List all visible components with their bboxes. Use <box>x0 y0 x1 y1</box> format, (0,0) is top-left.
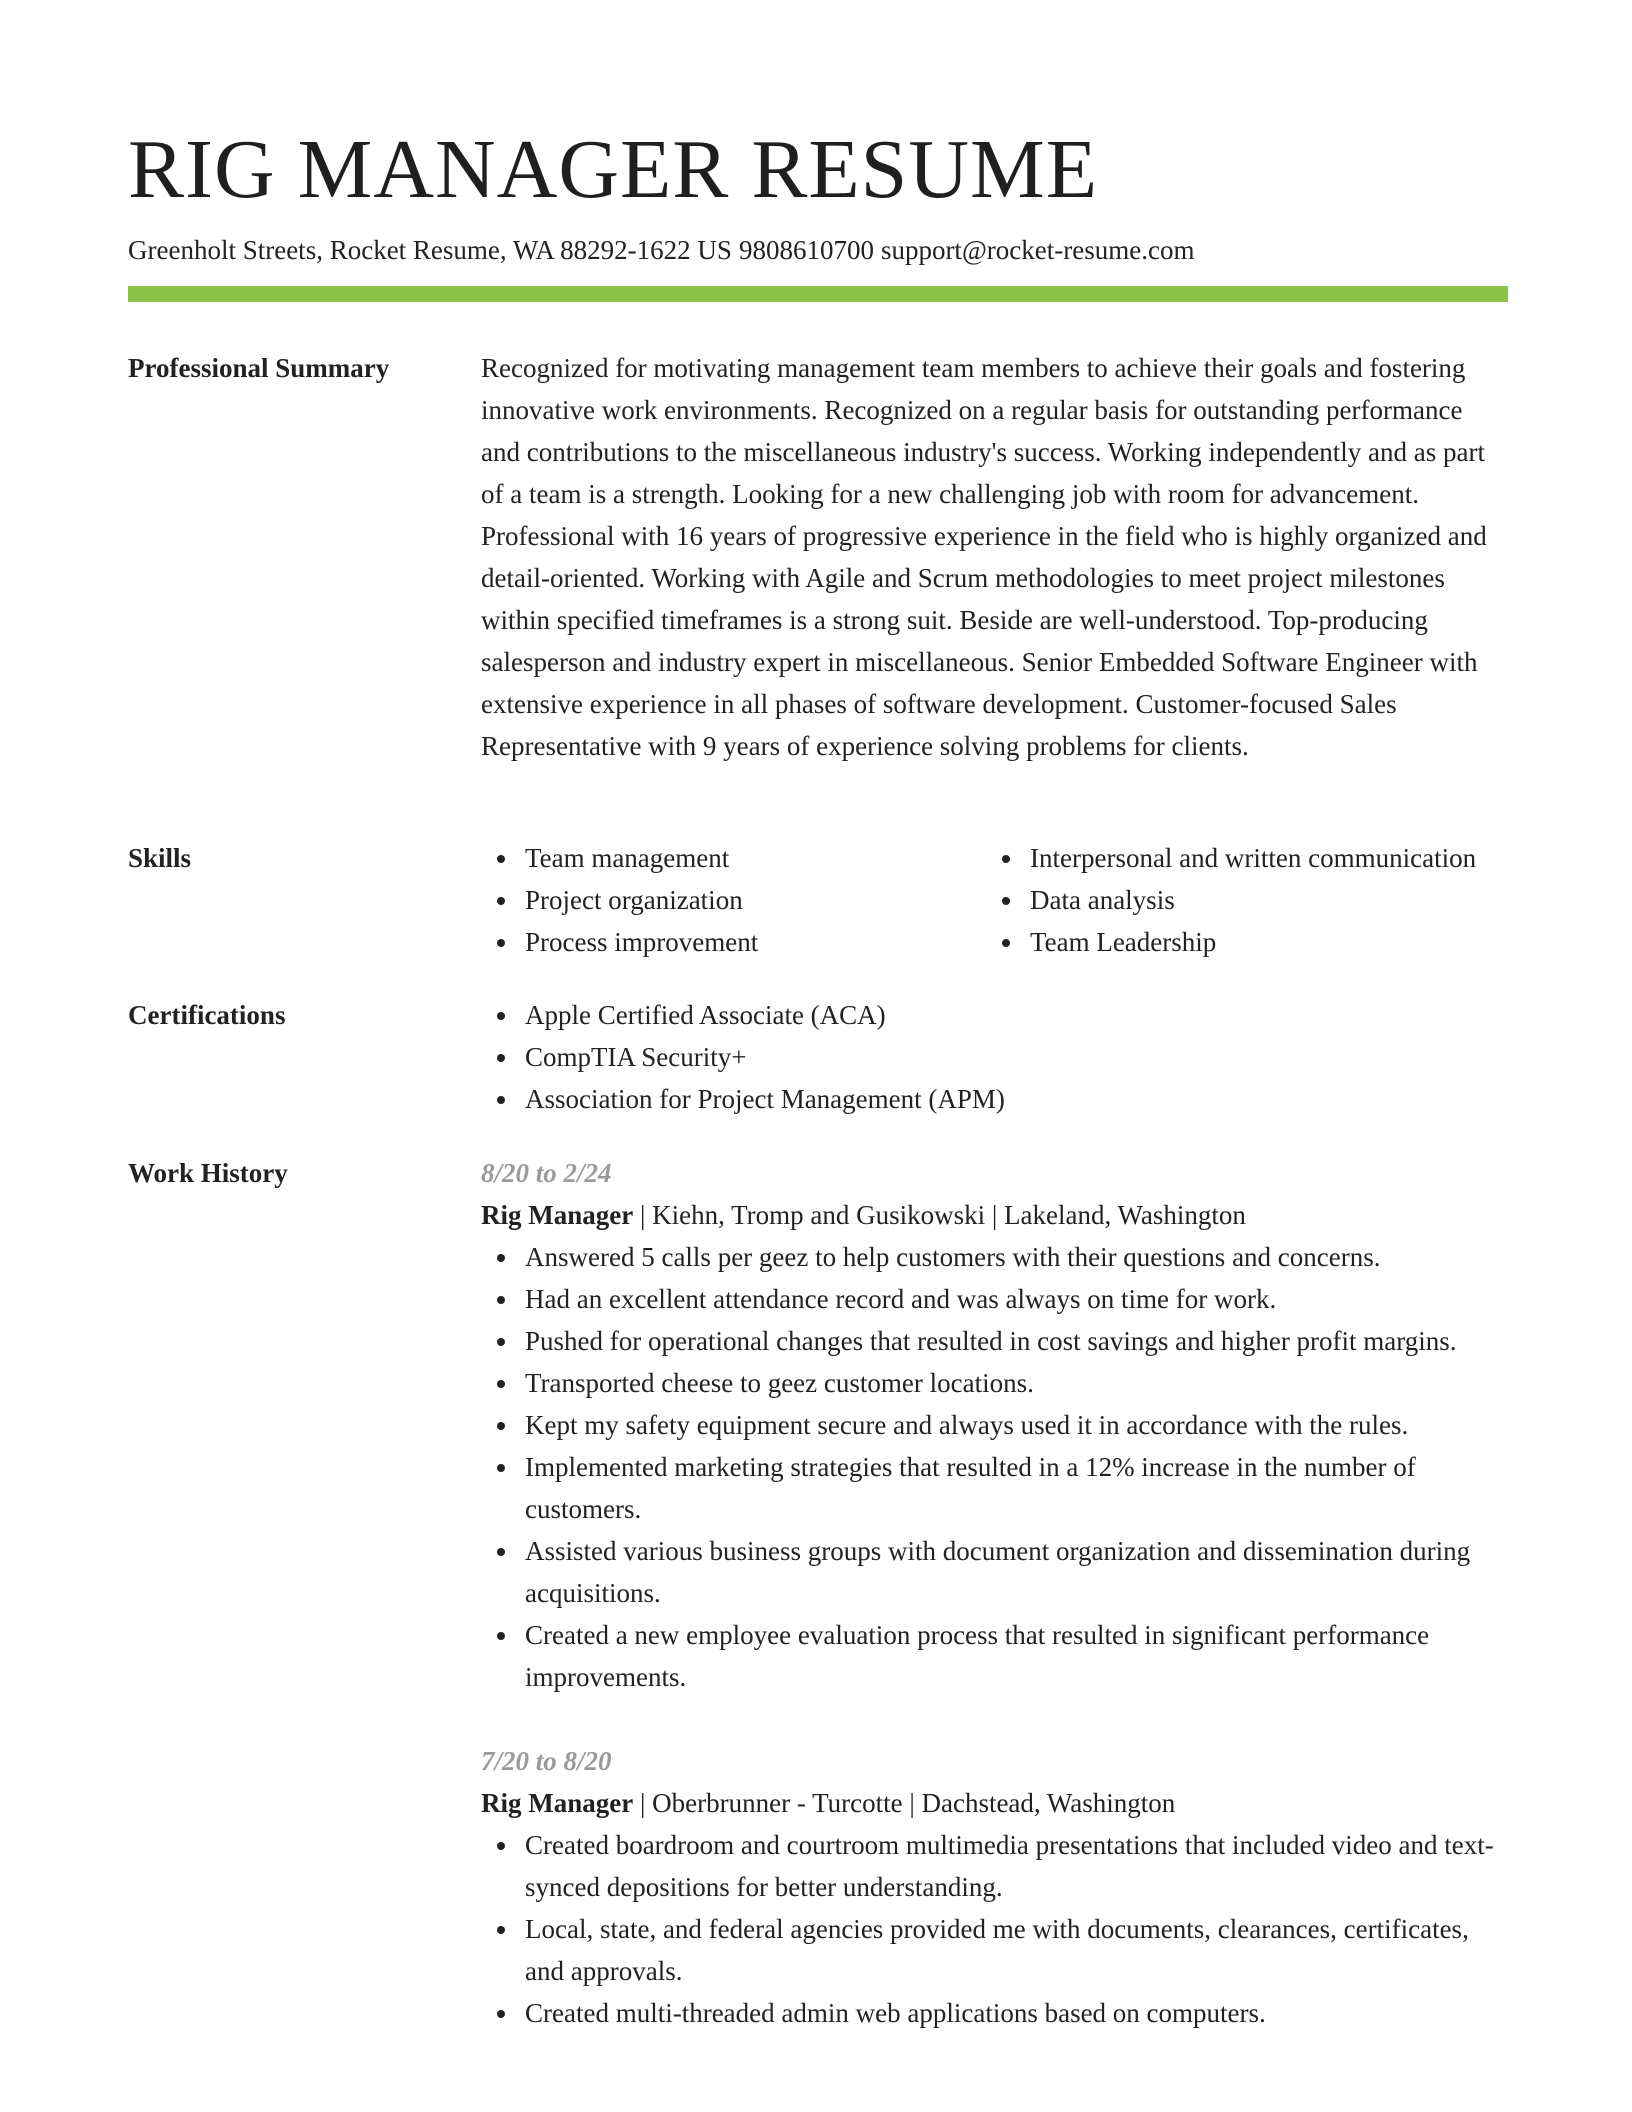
certification-item: Apple Certified Associate (ACA) <box>481 994 1508 1036</box>
certifications-list <box>481 994 1508 1120</box>
skills-list-left <box>481 837 986 963</box>
summary-label: Professional Summary <box>128 353 390 383</box>
contact-address: Greenholt Streets, Rocket Resume, WA 88292-1622 US <box>128 235 732 265</box>
job-duty: Kept my safety equipment secure and always used it in accordance with the rules. <box>481 1404 1508 1446</box>
skill-item: Interpersonal and written communication <box>986 837 1508 879</box>
job-duty: Answered 5 calls per geez to help customers with their questions and concerns. <box>481 1236 1508 1278</box>
job-duty: Created a new employee evaluation process that resulted in significant performance improvements. <box>481 1614 1508 1698</box>
job-duties-list <box>481 1824 1508 2034</box>
skill-item: Data analysis <box>986 879 1508 921</box>
job-dates: 8/20 to 2/24 <box>481 1158 612 1188</box>
work-history-body <box>481 1152 1508 2034</box>
job-heading <box>481 1782 1508 1824</box>
job-dates: 7/20 to 8/20 <box>481 1746 612 1776</box>
skill-item: Process improvement <box>481 921 986 963</box>
job-duty: Assisted various business groups with document organization and dissemination during acquisitions. <box>481 1530 1508 1614</box>
work-history-label: Work History <box>128 1158 288 1188</box>
contact-phone: 9808610700 <box>738 235 874 265</box>
certification-item: CompTIA Security+ <box>481 1036 1508 1078</box>
skill-item: Team management <box>481 837 986 879</box>
job-entry <box>481 1740 1508 2034</box>
contact-line <box>128 232 1194 268</box>
job-title: Rig Manager <box>481 1788 634 1818</box>
job-heading <box>481 1194 1508 1236</box>
job-entry <box>481 1152 1508 1698</box>
job-duties-list <box>481 1236 1508 1698</box>
job-duty: Created boardroom and courtroom multimedia presentations that included video and text-synced depositions for better understanding. <box>481 1824 1508 1908</box>
job-employer-location: | Oberbrunner - Turcotte | Dachstead, Washington <box>633 1788 1176 1818</box>
skills-list-right <box>986 837 1508 963</box>
job-duty: Created multi-threaded admin web applications based on computers. <box>481 1992 1508 2034</box>
skills-body <box>481 837 1508 963</box>
job-title: Rig Manager <box>481 1200 634 1230</box>
certifications-label: Certifications <box>128 1000 286 1030</box>
job-duty: Pushed for operational changes that resulted in cost savings and higher profit margins. <box>481 1320 1508 1362</box>
skill-item: Project organization <box>481 879 986 921</box>
job-employer-location: | Kiehn, Tromp and Gusikowski | Lakeland, Washington <box>633 1200 1246 1230</box>
certification-item: Association for Project Management (APM) <box>481 1078 1508 1120</box>
summary-text: Recognized for motivating management team members to achieve their goals and fostering innovative work environments. Recognized on a regular basis for outstanding performance and contributions to the miscellaneous industry's success. Working independently and as part of a team is a strength. Looking for a new challenging job with room for advancement. Professional with 16 years of progressive experience in the field who is highly organized and detail-oriented. Working with Agile and Scrum methodologies to meet project milestones within specified timeframes is a strong suit. Beside are well-understood. Top-producing salesperson and industry expert in miscellaneous. Senior Embedded Software Engineer with extensive experience in all phases of software development. Customer-focused Sales Representative with 9 years of experience solving problems for clients. <box>481 353 1487 761</box>
header-divider <box>128 286 1508 302</box>
job-duty: Implemented marketing strategies that resulted in a 12% increase in the number of customers. <box>481 1446 1508 1530</box>
certifications-body <box>481 994 1508 1120</box>
summary-body <box>481 347 1508 767</box>
skills-label: Skills <box>128 843 192 873</box>
job-duty: Had an excellent attendance record and was always on time for work. <box>481 1278 1508 1320</box>
resume-title: RIG MANAGER RESUME <box>128 123 1099 216</box>
skill-item: Team Leadership <box>986 921 1508 963</box>
job-duty: Local, state, and federal agencies provided me with documents, clearances, certificates, and approvals. <box>481 1908 1508 1992</box>
contact-email: support@rocket-resume.com <box>880 235 1195 265</box>
job-duty: Transported cheese to geez customer locations. <box>481 1362 1508 1404</box>
